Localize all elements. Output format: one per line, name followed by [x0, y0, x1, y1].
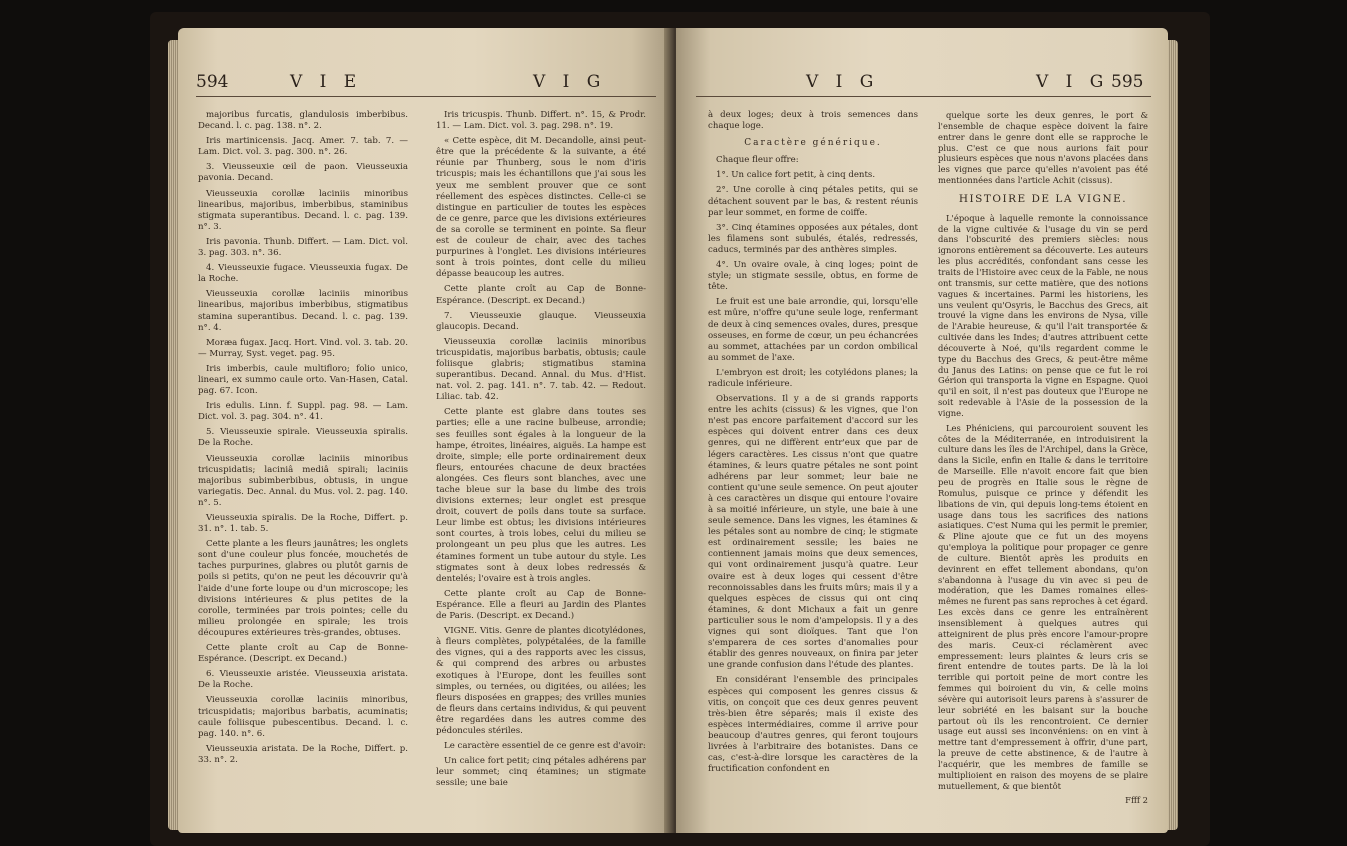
paragraph: 6. Vieusseuxie aristée. Vieusseuxia aristata. De la Roche. [198, 669, 408, 691]
paragraph: Cette plante croît au Cap de Bonne-Espérance. Elle a fleuri au Jardin des Plantes de Paris. (Descript. ex Decand.) [436, 588, 646, 622]
paragraph: quelque sorte les deux genres, le port & l'ensemble de chaque espèce doivent la faire entrer dans le genre dont elle se rapproche le plus. C'est ce que nous aurions fait pour plusieurs espèces que nous n'avons placées dans les vignes que parce qu'elles n'avoient pas été mentionnées dans l'article Achit (cissus). [938, 110, 1148, 186]
paragraph: Vieusseuxia spiralis. De la Roche, Differt. p. 31. n°. 1. tab. 5. [198, 513, 408, 535]
paragraph: 3. Vieusseuxie œil de paon. Vieusseuxia pavonia. Decand. [198, 162, 408, 184]
paragraph: L'époque à laquelle remonte la connoissance de la vigne cultivée & l'usage du vin se perd dans l'obscurité des premiers siècles: nous ignorons entièrement sa découverte. Les auteurs les plus accrédités, confondant sans cesse les traits de l'Histoire avec ceux de la Fable, ne nous ont transmis, sur cette matière, que des notions vagues & incertaines. Parmi les historiens, les uns veulent qu'Osyris, le Bacchus des Grecs, ait trouvé la vigne dans les environs de Nysa, ville de l'Arabie heureuse, & qu'il l'ait transportée & cultivée dans les Indes; d'autres attribuent cette découverte à Noé, qu'ils regardent comme le type du Bacchus des Grecs, & peut-être même du Janus des Latins: on pense que ce fut le roi Gérion qui transporta la vigne en Espagne. Quoi qu'il en soit, il n'est pas douteux que l'Europe ne soit redevable à l'Asie de la possession de la vigne. [938, 212, 1148, 418]
left-head-vie: V I E [290, 72, 363, 92]
paragraph: 7. Vieusseuxie glauque. Vieusseuxia glaucopis. Decand. [436, 310, 646, 332]
paragraph: Vieusseuxia corollæ laciniis minoribus linearibus, majoribus, imberbibus, staminibus stigmata superantibus. Decand. l. c. pag. 139. n°. 3. [198, 188, 408, 232]
paragraph: 2°. Une corolle à cinq pétales petits, qui se détachent souvent par le bas, & restent réunis par leur sommet, en forme de coiffe. [708, 185, 918, 218]
paragraph: L'embryon est droit; les cotylédons planes; la radicule inférieure. [708, 367, 918, 389]
right-column-2 [938, 110, 1148, 810]
right-col1-intro: à deux loges; deux à trois semences dans chaque loge. [708, 110, 918, 132]
paragraph: Vieusseuxia corollæ laciniis minoribus tricuspidatis, majoribus barbatis, obtusis; caule foliisque glabris; stigmatibus stamina superantibus. Decand. Annal. du Mus. d'Hist. nat. vol. 2. pag. 141. n°. 7. tab. 42. — Redout. Liliac. tab. 42. [436, 336, 646, 403]
paragraph: VIGNE. Vitis. Genre de plantes dicotylédones, à fleurs complètes, polypétalées, de la famille des vignes, qui a des rapports avec les cissus, & qui comprend des arbres ou arbustes exotiques à l'Europe, dont les feuilles sont simples, ou ternées, ou digitées, ou ailées; les fleurs disposées en grappes; des vrilles munies de fleurs dans certains individus, & qui peuvent être regardées dans les autres comme des pédoncules stériles. [436, 626, 646, 736]
paragraph: 1°. Un calice fort petit, à cinq dents. [716, 170, 876, 181]
paragraph: Observations. Il y a de si grands rapports entre les achits (cissus) & les vignes, que l'on n'est pas encore parfaitement d'accord sur les espèces qui doivent entrer dans ces deux genres, qui ne diffèrent entr'eux que par de légers caractères. Les cissus n'ont que quatre étamines, & leurs quatre pétales ne sont point adhérens par leur sommet; leur baie ne contient qu'une seule semence. On peut ajouter à ces caractères un disque qui entoure l'ovaire à sa moitié inférieure, un style, une baie à une seule semence. Dans les vignes, les étamines & les pétales sont au nombre de cinq; le stigmate est ordinairement sessile; les baies ne contiennent jamais moins que deux semences, qui vont ordinairement jusqu'à quatre. Leur ovaire est à deux loges qui cessent d'être reconnoissables dans les fruits mûrs; mais il y a quelques espèces de cissus qui ont cinq étamines, & dont Michaux a fait un genre particulier sous le nom d'ampelopsis. Il y a des vignes qui sont dioïques. Tant que l'on s'emparera de ces sortes d'anomalies pour établir des genres nouveaux, on finira par jeter une grande confusion dans l'étude des plantes. [708, 394, 918, 671]
right-head-vig-2: V I G [1036, 72, 1110, 92]
paragraph: 4°. Un ovaire ovale, à cinq loges; point de style; un stigmate sessile, obtus, en forme de tête. [708, 260, 918, 293]
paragraph: Vieusseuxia aristata. De la Roche, Differt. p. 33. n°. 2. [198, 743, 408, 765]
right-page [676, 28, 1168, 833]
paragraph: Cette plante croît au Cap de Bonne-Espérance. (Descript. ex Decand.) [198, 643, 408, 665]
histoire-heading: HISTOIRE DE LA VIGNE. [958, 192, 1128, 205]
right-head-vig-1: V I G [806, 72, 880, 92]
paragraph: Le caractère essentiel de ce genre est d'avoir: [444, 741, 646, 752]
paragraph: Vieusseuxia corollæ laciniis minoribus tricuspidatis; laciniâ mediâ spirali; laciniis majoribus subimberbibus, obtusis, in ungue variegatis. Dec. Annal. du Mus. vol. 2. pag. 140. n°. 5. [198, 453, 408, 508]
paragraph: Cette plante croît au Cap de Bonne-Espérance. (Descript. ex Decand.) [436, 284, 646, 306]
left-header-rule [196, 96, 656, 97]
paragraph: « Cette espèce, dit M. Decandolle, ainsi peut-être que la précédente & la suivante, a été réunie par Thunberg, sous le nom d'iris tricuspis; mais les échantillons que j'ai sous les yeux me semblent prouver que ce sont réellement des espèces distinctes. Celle-ci se distingue en particulier de toutes les espèces de ce genre, parce que les divisions extérieures de sa corolle se terminent en pointe. Sa fleur est de couleur de chair, avec des taches purpurines à l'onglet. Les divisions intérieures sont à trois pointes, dont celle du milieu dépasse beaucoup les autres. [436, 136, 646, 280]
left-column-2 [436, 110, 646, 793]
paragraph: Iris imberbis, caule multifloro; folio unico, lineari, ex summo caule orto. Van-Hasen, Catal. pag. 67. Icon. [198, 363, 408, 397]
paragraph: Chaque fleur offre: [716, 155, 799, 166]
left-page [178, 28, 671, 833]
left-head-vig: V I G [533, 72, 607, 92]
paragraph: Les Phéniciens, qui parcouroient souvent les côtes de la Méditerranée, en introduisirent la culture dans les îles de l'Archipel, dans la Grèce, dans la Sicile, enfin en Italie & dans le territoire de Marseille. Elle n'avoit encore fait que bien peu de progrès en Italie sous le règne de Romulus, puisque ce prince y défendit les libations de vin, qui depuis long-tems étoient en usage dans tous les sacrifices des nations asiatiques. C'est Numa qui les permit le premier, & Pline ajoute que ce fut un des moyens qu'employa la politique pour propager ce genre de culture. Bientôt après les produits en devinrent en effet tellement abondans, qu'on s'abandonna à l'usage du vin avec si peu de modération, que les Dames romaines elles-mêmes ne furent pas sans reproches à cet égard. Les excès dans ce genre les entraînèrent insensiblement à quelques autres qui atteignirent de plus près encore l'amour-propre des maris. Ceux-ci réclamèrent avec empressement: leurs plaintes & leurs cris se firent entendre de toutes parts. De là la loi terrible qui portoit peine de mort contre les femmes qui boiroient du vin, & celle moins sévère qui autorisoit leurs parens à s'assurer de leur sobriété en les baisant sur la bouche partout où ils les rencontroient. Ce dernier usage eut aussi ses inconvéniens: on en vint à mettre tant d'empressement à offrir, d'une part, la preuve de cette abstinence, & de l'autre à l'acquérir, que les membres de famille se multiplioient en raison des moyens de se plaire mutuellement, & que bientôt [938, 422, 1148, 791]
signature-mark: Ffff 2 [1125, 795, 1148, 806]
paragraph: Iris edulis. Linn. f. Suppl. pag. 98. — Lam. Dict. vol. 3. pag. 304. n°. 41. [198, 401, 408, 423]
right-header-rule [696, 96, 1151, 97]
left-page-number: 594 [196, 72, 229, 92]
right-column-1 [708, 110, 918, 779]
paragraph: Un calice fort petit; cinq pétales adhérens par leur sommet; cinq étamines; un stigmate sessile; une baie [436, 756, 646, 789]
paragraph: 4. Vieusseuxie fugace. Vieusseuxia fugax. De la Roche. [198, 263, 408, 285]
right-page-number: 595 [1111, 72, 1144, 92]
paragraph: 5. Vieusseuxie spirale. Vieusseuxia spiralis. De la Roche. [198, 427, 408, 449]
paragraph: Vieusseuxia corollæ laciniis minoribus, tricuspidatis; majoribus barbatis, acuminatis; caule foliisque pubescentibus. Decand. l. c. pag. 140. n°. 6. [198, 695, 408, 739]
paragraph: majoribus furcatis, glandulosis imberbibus. Decand. l. c. pag. 138. n°. 2. [198, 110, 408, 132]
paragraph: Iris pavonia. Thunb. Differt. — Lam. Dict. vol. 3. pag. 303. n°. 36. [198, 236, 408, 259]
left-column-1 [198, 110, 408, 770]
caractere-generique-heading: Caractère générique. [744, 138, 882, 149]
paragraph: Iris tricuspis. Thunb. Differt. n°. 15, & Prodr. 11. — Lam. Dict. vol. 3. pag. 298. n°. 19. [436, 110, 646, 132]
paragraph: En considérant l'ensemble des principales espèces qui composent les genres cissus & vitis, on conçoit que ces deux genres peuvent très-bien être séparés; mais il existe des espèces intermédiaires, comme il arrive pour beaucoup d'autres genres, qui feront toujours livrées à l'arbitraire des botanistes. Dans ce cas, c'est-à-dire lorsque les caractères de la fructification confondent en [708, 675, 918, 775]
paragraph: Vieusseuxia corollæ laciniis minoribus linearibus, majoribus imberbibus, stigmatibus stamina superantibus. Decand. l. c. pag. 139. n°. 4. [198, 289, 408, 333]
paragraph: Moræa fugax. Jacq. Hort. Vind. vol. 3. tab. 20. — Murray, Syst. veget. pag. 95. [198, 337, 408, 359]
paragraph: Le fruit est une baie arrondie, qui, lorsqu'elle est mûre, n'offre qu'une seule loge, renfermant de deux à cinq semences ovales, dures, presque osseuses, en forme de cœur, un peu échancrées au sommet, attachées par un cordon ombilical au sommet de l'axe. [708, 297, 918, 363]
paragraph: 3°. Cinq étamines opposées aux pétales, dont les filamens sont subulés, étalés, redressés, caducs, terminés par des anthères simples. [708, 222, 918, 255]
paragraph: Iris martinicensis. Jacq. Amer. 7. tab. 7. — Lam. Dict. vol. 3. pag. 300. n°. 26. [198, 136, 408, 158]
paragraph: Cette plante est glabre dans toutes ses parties; elle a une racine bulbeuse, arrondie; ses feuilles sont égales à la longueur de la hampe, étroites, linéaires, aiguës. La hampe est droite, simple; elle porte ordinairement deux fleurs, entourées chacune de deux bractées alongées. Ces fleurs sont blanches, avec une tache bleue sur la base du limbe des trois divisions externes; leur onglet est presque droit, couvert de poils dans toute sa surface. Leur limbe est obtus; les divisions intérieures sont courtes, à trois lobes, celui du milieu se prolongeant un peu plus que les autres. Les étamines forment un tube autour du style. Les stigmates sont à deux lobes redressés & dentelés; l'ovaire est à trois angles. [436, 407, 646, 584]
paragraph: Cette plante a les fleurs jaunâtres; les onglets sont d'une couleur plus foncée, mouchetés de taches purpurines, glabres ou plutôt garnis de poils si petits, qu'on ne peut les découvrir qu'à l'aide d'une forte loupe ou d'un microscope; les divisions intérieures & plus petites de la corolle, terminées par trois pointes; celle du milieu prolongée en spirale; les trois découpures extérieures très-grandes, obtuses. [198, 539, 408, 638]
